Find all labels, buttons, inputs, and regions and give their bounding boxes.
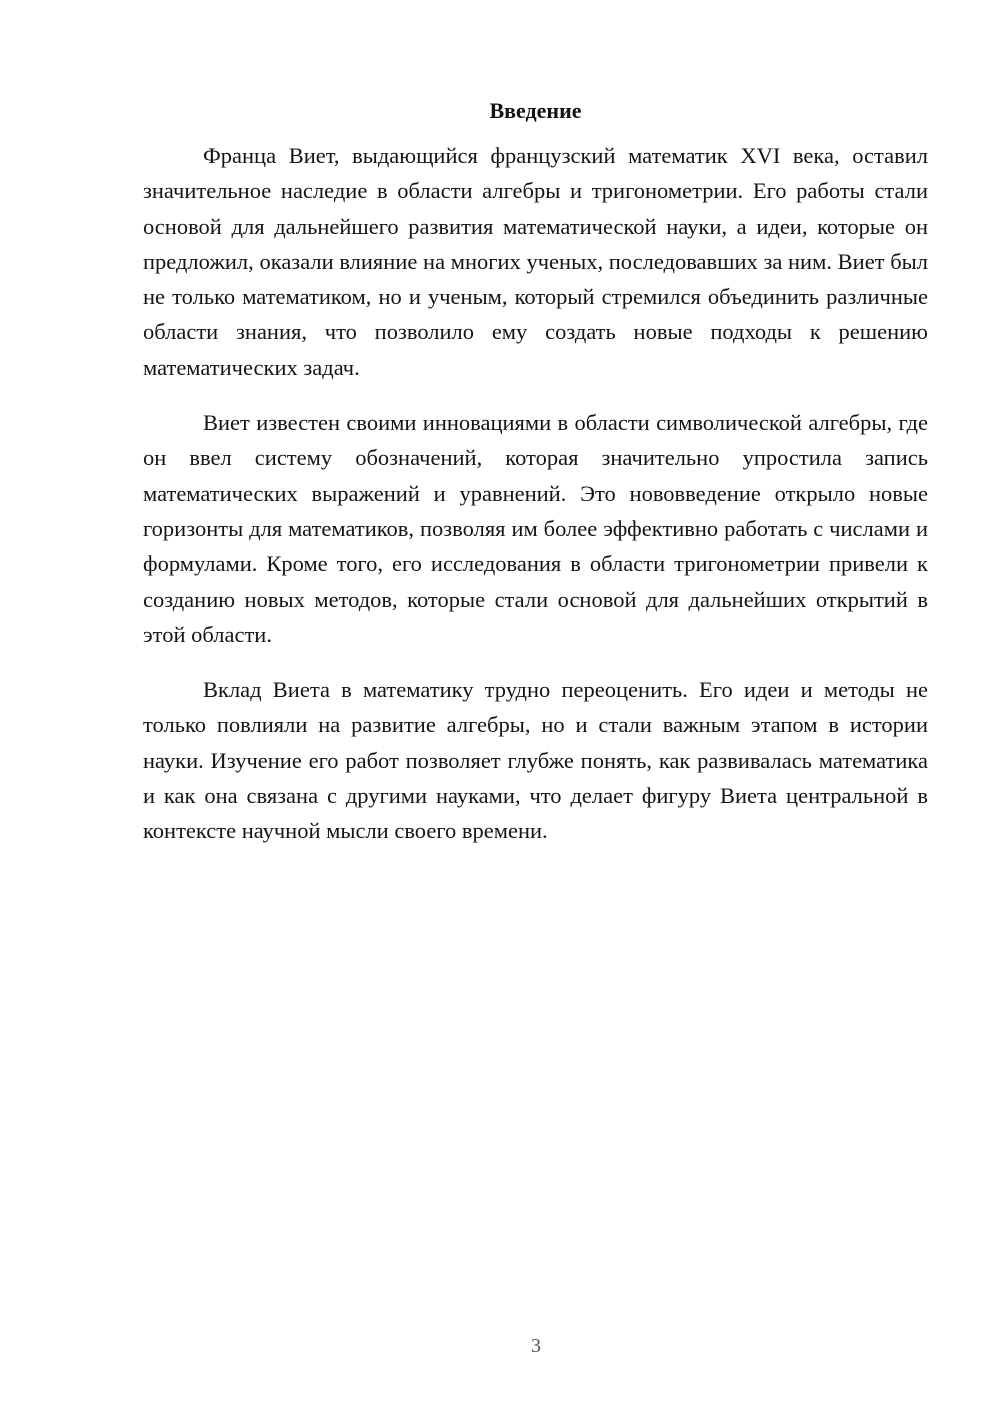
page-heading: Введение	[489, 98, 582, 123]
paragraph-2: Виет известен своими инновациями в области символической алгебры, где он ввел систему обозначений, которая значительно упростила запись математических выражений и уравнений. Это нововведение открыло новые горизонты для математиков, позволяя им более эффективно работать с числами и формулами. Кроме того, его исследования в области тригонометрии привели к созданию новых методов, которые стали основой для дальнейших открытий в этой области.	[143, 410, 928, 647]
paragraph-3: Вклад Виета в математику трудно переоценить. Его идеи и методы не только повлияли на развитие алгебры, но и стали важным этапом в истории науки. Изучение его работ позволяет глубже понять, как развивалась математика и как она связана с другими науками, что делает фигуру Виета центральной в контексте научной мысли своего времени.	[143, 677, 928, 844]
paragraph-1: Франца Виет, выдающийся французский математик XVI века, оставил значительное наследие в области алгебры и тригонометрии. Его работы стали основой для дальнейшего развития математической науки, а идеи, которые он предложил, оказали влияние на многих ученых, последовавших за ним. Виет был не только математиком, но и ученым, который стремился объединить различные области знания, что позволило ему создать новые подходы к решению математических задач.	[143, 143, 928, 380]
page-number: 3	[531, 1335, 541, 1357]
page-content	[143, 96, 928, 869]
